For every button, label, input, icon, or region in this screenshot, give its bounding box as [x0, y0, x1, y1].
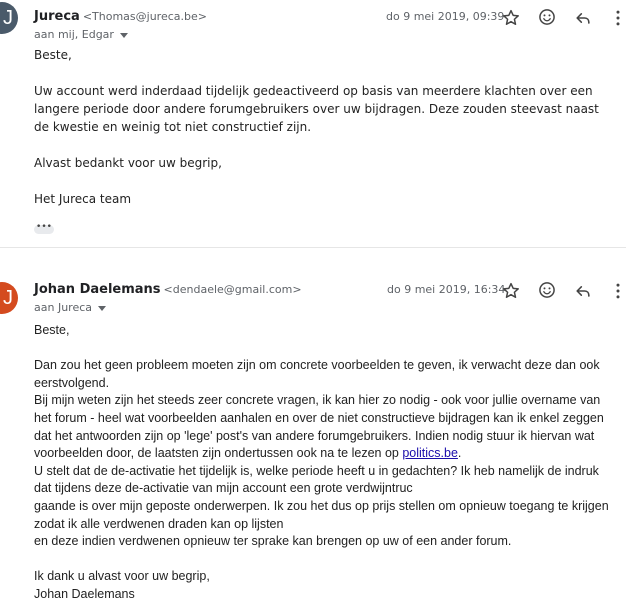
body-line: gaande is over mijn geposte onderwerpen. Ik zou het dus op prijs stellen om opnieuw toegang te krijgen zodat ik alle verdwenen draden kan op lijsten [34, 498, 609, 531]
message-body [34, 322, 619, 604]
recipients-toggle[interactable] [34, 28, 128, 41]
sender-avatar[interactable] [0, 282, 18, 314]
recipients-text: aan mij, Edgar [34, 28, 114, 41]
body-line: en deze indien verdwenen opnieuw ter sprake kan brengen op uw of een ander forum. [34, 534, 512, 549]
emoji-icon[interactable] [537, 280, 557, 300]
message-date: do 9 mei 2019, 09:39 [386, 10, 505, 23]
chevron-down-icon [98, 306, 106, 311]
star-icon[interactable] [501, 281, 521, 301]
avatar-letter: J [3, 286, 13, 309]
star-icon[interactable] [501, 8, 521, 28]
sender [34, 282, 302, 297]
emoji-icon[interactable] [537, 7, 557, 27]
body-line [34, 64, 604, 82]
body-line: Beste, [34, 48, 72, 62]
body-text: . [457, 446, 462, 461]
recipients-toggle[interactable] [34, 301, 106, 314]
body-line: Dan zou het geen probleem moeten zijn om concrete voorbeelden te geven, ik verwacht deze dan ook eerstvolgend. [34, 358, 600, 390]
body-line [34, 551, 619, 569]
body-line: U stelt dat de de-activatie het tijdelijk is, welke periode heeft u in gedachten? Ik heb namelijk de indruk dat tijdens deze de-activatie van mijn account een grote verdwijntruc [34, 463, 599, 496]
message-body [34, 46, 604, 208]
body-line: Johan Daelemans [34, 586, 135, 601]
body-line: Beste, [34, 323, 70, 337]
avatar-letter: J [3, 6, 13, 29]
sender-name[interactable]: Jureca [34, 9, 80, 24]
body-line: Het Jureca team [34, 192, 132, 206]
body-text: Bij mijn weten zijn het steeds zeer concrete vragen, ik kan hier zo nodig - ook voor jullie overname van het forum - heel wat voorbeelden aanhalen en over de niet constructieve bijdragen kan ik enkel zeggen dat het antwoorden zijn op 'lege' post's van andere forumgebruikers. Indien nodig stuur ik hiervan wat voorbeelden door, de laatsten zijn ondertussen ook na te lezen op [34, 393, 604, 461]
sender-avatar[interactable] [0, 2, 18, 34]
message-divider [0, 247, 626, 248]
body-line [34, 136, 604, 154]
sender-email: <dendaele@gmail.com> [163, 283, 302, 296]
sender-name[interactable]: Johan Daelemans [34, 282, 161, 297]
chevron-down-icon [120, 33, 128, 38]
message-date: do 9 mei 2019, 16:34 [387, 283, 506, 296]
body-line [34, 392, 619, 462]
body-line [34, 172, 604, 190]
sender [34, 9, 207, 24]
body-line: Uw account werd inderdaad tijdelijk gedeactiveerd op basis van meerdere klachten over een langere periode door andere forumgebruikers over uw bijdragen. Deze zouden steevast naast de kwestie en weinig tot niet constructief zijn. [34, 84, 599, 134]
more-vert-icon[interactable] [608, 281, 626, 301]
more-vert-icon[interactable] [608, 8, 626, 28]
body-line: Ik dank u alvast voor uw begrip, [34, 569, 210, 584]
sender-email: <Thomas@jureca.be> [82, 10, 207, 23]
body-line: Alvast bedankt voor uw begrip, [34, 156, 222, 170]
show-trimmed-content-button[interactable]: ••• [34, 225, 54, 234]
politics-link[interactable]: politics.be [402, 446, 458, 461]
recipients-text: aan Jureca [34, 301, 93, 314]
reply-icon[interactable] [573, 8, 593, 28]
body-line [34, 340, 619, 358]
reply-icon[interactable] [573, 281, 593, 301]
